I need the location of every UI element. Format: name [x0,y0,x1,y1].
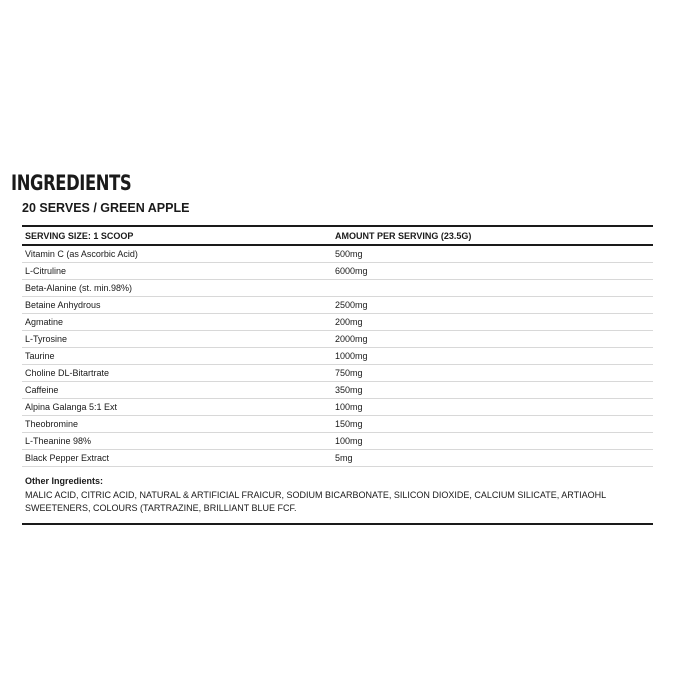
ingredient-name: Agmatine [25,317,64,327]
table-row [22,280,653,297]
page-title: INGREDIENTS [11,171,132,195]
page-subtitle: 20 SERVES / GREEN APPLE [22,201,190,215]
table-row [22,433,653,450]
ingredient-amount: 150mg [335,419,363,429]
ingredient-name: L-Citruline [25,266,67,276]
ingredient-amount: 2500mg [335,300,368,310]
serving-size-header: SERVING SIZE: 1 SCOOP [25,230,134,241]
other-ingredients-text: MALIC ACID, CITRIC ACID, NATURAL & ARTIFICIAL FRAICUR, SODIUM BICARBONATE, SILICON DIOXIDE, CALCIUM SILICATE, ARTIAOHL SWEETENERS, COLOURS (TARTRAZINE, BRILLIANT BLUE FCF. [25,490,606,513]
ingredient-amount: 350mg [335,385,363,395]
other-ingredients-section [22,467,653,525]
ingredient-name: L-Theanine 98% [25,436,92,446]
ingredient-amount: 100mg [335,402,363,412]
ingredient-amount: 750mg [335,368,363,378]
ingredient-amount: 5mg [335,453,353,463]
table-row [22,365,653,382]
ingredient-name: Choline DL-Bitartrate [25,368,110,378]
ingredients-table [22,225,653,525]
ingredient-name: Beta-Alanine (st. min.98%) [25,283,133,293]
table-row [22,450,653,467]
ingredient-name: Black Pepper Extract [25,453,110,463]
ingredient-name: Theobromine [25,419,79,429]
ingredient-amount: 6000mg [335,266,368,276]
table-row [22,399,653,416]
table-row [22,246,653,263]
ingredient-amount: 2000mg [335,334,368,344]
table-row [22,263,653,280]
ingredient-name: Vitamin C (as Ascorbic Acid) [25,249,138,259]
ingredient-amount: 1000mg [335,351,368,361]
table-row [22,297,653,314]
table-row [22,416,653,433]
ingredient-amount: 200mg [335,317,363,327]
table-row [22,331,653,348]
ingredient-amount: 100mg [335,436,363,446]
amount-per-serving-header: AMOUNT PER SERVING (23.5G) [335,230,472,241]
table-header-row [22,227,653,246]
ingredient-name: Caffeine [25,385,59,395]
table-row [22,314,653,331]
ingredient-amount: 500mg [335,249,363,259]
ingredient-name: L-Tyrosine [25,334,68,344]
ingredient-name: Taurine [25,351,55,361]
ingredient-name: Betaine Anhydrous [25,300,101,310]
other-ingredients-title: Other Ingredients: [25,476,104,486]
ingredient-name: Alpina Galanga 5:1 Ext [25,402,118,412]
table-row [22,382,653,399]
table-row [22,348,653,365]
